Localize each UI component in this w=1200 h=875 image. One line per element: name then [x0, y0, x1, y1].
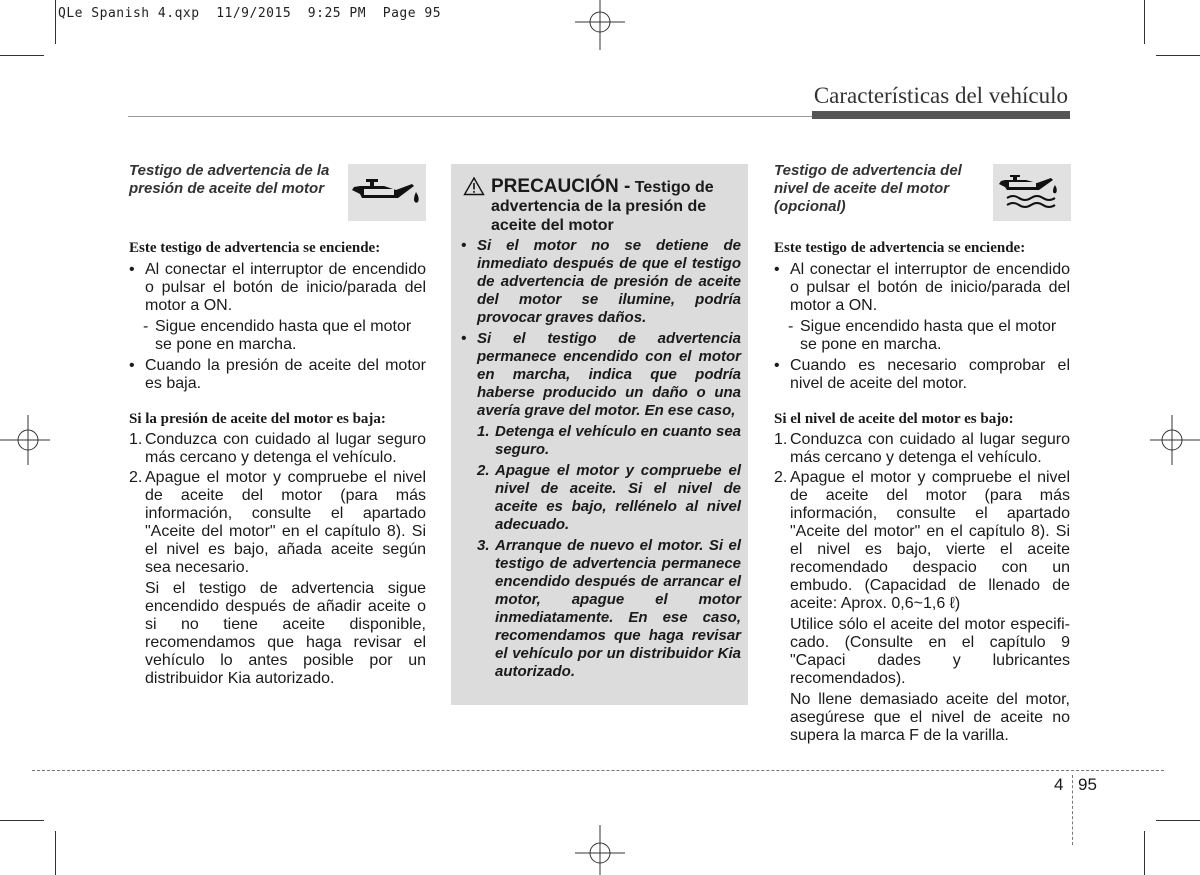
oil-level-warning-icon: [993, 164, 1071, 221]
caution-step-2: 2. Apague el motor y compruebe el nivel de aceite. Si el nivel de aceite es bajo, rellénelo al nivel adecuado.: [477, 462, 741, 533]
right-step-2: 2. Apague el motor y compruebe el nivel de aceite del motor (para más información, consulte el apartado "Aceite del motor" en el capítulo 8). Si el nivel es bajo, vierte el aceite recomendado despacio con un embudo. (Capacidad de llenado de aceite: Aprox. 0,6~1,6 ℓ): [774, 469, 1070, 612]
caution-step-2-text: Apague el motor y compruebe el nivel de aceite. Si el nivel de aceite es bajo, rellénelo al nivel adecuado.: [495, 462, 741, 533]
left-sub-bullet: - Sigue encendido hasta que el motor se pone en marcha.: [143, 318, 412, 353]
right-sub-bullet: - Sigue encendido hasta que el motor se pone en marcha.: [788, 318, 1057, 353]
right-step-2-cont-2: No llene demasiado aceite del motor, asegúrese que el nivel de aceite no supera la marca F de la varilla.: [790, 691, 1070, 744]
registration-mark-left: [0, 410, 50, 470]
left-bullet-1-text: Al conectar el interruptor de encendido o pulsar el botón de inicio/parada del motor a ON.: [145, 261, 426, 314]
right-step-1: 1. Conduzca con cuidado al lugar seguro más cercano y detenga el vehículo.: [774, 431, 1070, 466]
right-bullet-1: • Al conectar el interruptor de encendido o pulsar el botón de inicio/parada del motor a ON.: [774, 261, 1070, 314]
right-bullet-2: • Cuando es necesario comprobar el nivel de aceite del motor.: [774, 357, 1070, 392]
footer-rule: [32, 770, 1164, 771]
oil-pressure-warning-icon: [348, 164, 426, 221]
right-bullet-1-text: Al conectar el interruptor de encendido o pulsar el botón de inicio/parada del motor a ON.: [790, 261, 1070, 314]
right-bullet-2-text: Cuando es necesario comprobar el nivel de aceite del motor.: [790, 357, 1070, 392]
caution-bullet-2: • Si el testigo de advertencia permanece encendido con el motor en marcha, indica que podría haberse producido un daño o una avería grave del motor. En ese caso,: [461, 330, 741, 419]
left-step-1: 1. Conduzca con cuidado al lugar seguro más cercano y detenga el vehículo.: [129, 431, 426, 466]
warning-triangle-icon: [463, 176, 485, 196]
registration-mark-top: [570, 0, 630, 50]
caution-step-1: 1. Detenga el vehículo en cuanto sea seguro.: [477, 423, 741, 458]
header-bar: [812, 111, 1070, 119]
caution-bullet-2-text: Si el testigo de advertencia permanece encendido con el motor en marcha, indica que podría haberse producido un daño o una avería grave del motor. En ese caso,: [477, 330, 741, 419]
footer-divider: [1072, 775, 1073, 845]
right-sub-bullet-text: Sigue encendido hasta que el motor se pone en marcha.: [800, 318, 1057, 353]
right-step-2-cont-1: Utilice sólo el aceite del motor especifi- cado. (Consulte en el capítulo 9 "Capaci dades y lubricantes recomendados).: [790, 616, 1070, 687]
left-subhead-2: Si la presión de aceite del motor es baja:: [129, 411, 386, 427]
section-title: Características del vehículo: [813, 83, 1068, 108]
left-title: Testigo de advertencia de la presión de aceite del motor: [129, 162, 330, 197]
caution-body: [461, 237, 741, 681]
caution-label: PRECAUCIÓN -: [491, 176, 631, 197]
right-step-2-text: Apague el motor y compruebe el nivel de aceite del motor (para más información, consulte el apartado "Aceite del motor" en el capítulo 8). Si el nivel es bajo, vierte el aceite recomendado despacio con un embudo. (Capacidad de llenado de aceite: Aprox. 0,6~1,6 ℓ): [790, 469, 1070, 612]
print-slug: QLe Spanish 4.qxp 11/9/2015 9:25 PM Page 95: [58, 6, 442, 21]
right-step-1-text: Conduzca con cuidado al lugar seguro más cercano y detenga el vehículo.: [790, 431, 1070, 466]
registration-mark-bottom: [570, 825, 630, 875]
left-step-2: 2. Apague el motor y compruebe el nivel de aceite del motor (para más información, consulte el apartado "Aceite del motor" en el capítulo 8). Si el nivel es bajo, añada aceite según sea necesario.: [129, 469, 426, 576]
right-title: Testigo de advertencia del nivel de aceite del motor (opcional): [774, 162, 962, 215]
caution-heading: [491, 177, 741, 235]
caution-bullet-1-text: Si el motor no se detiene de inmediato después de que el testigo de advertencia de presión de aceite del motor se ilumine, podría provocar graves daños.: [477, 237, 741, 326]
left-bullet-2: • Cuando la presión de aceite del motor es baja.: [129, 357, 426, 392]
caution-box: [451, 164, 748, 705]
left-step-2-text: Apague el motor y compruebe el nivel de aceite del motor (para más información, consulte el apartado "Aceite del motor" en el capítulo 8). Si el nivel es bajo, añada aceite según sea necesario.: [145, 469, 426, 576]
left-bullet-1: • Al conectar el interruptor de encendido o pulsar el botón de inicio/parada del motor a ON.: [129, 261, 426, 314]
caution-step-3: 3. Arranque de nuevo el motor. Si el testigo de advertencia permanece encendido después de arrancar el motor, apague el motor inmediatamente. En ese caso, recomendamos que haga revisar el vehículo por un distribuidor Kia autorizado.: [477, 537, 741, 680]
caution-bullet-1: • Si el motor no se detiene de inmediato después de que el testigo de advertencia de presión de aceite del motor se ilumine, podría provocar graves daños.: [461, 237, 741, 326]
left-body: [129, 239, 426, 688]
registration-mark-right: [1150, 410, 1200, 470]
right-body: [774, 239, 1070, 745]
left-subhead-1: Este testigo de advertencia se enciende:: [129, 240, 381, 256]
caution-step-1-text: Detenga el vehículo en cuanto sea seguro.: [495, 423, 741, 458]
caution-heading-text: Testigo de advertencia de la presión de aceite del motor: [491, 179, 714, 234]
chapter-number: 4: [1054, 775, 1064, 794]
left-step-2-cont: Si el testigo de advertencia sigue encendido después de añadir aceite o si no tiene aceite disponible, recomendamos que haga revisar el vehículo lo antes posible por un distribuidor Kia autorizado.: [145, 580, 426, 687]
page-number: 95: [1078, 775, 1097, 794]
caution-step-3-text: Arranque de nuevo el motor. Si el testigo de advertencia permanece encendido después de arrancar el motor, apague el motor inmediatamente. En ese caso, recomendamos que haga revisar el vehículo por un distribuidor Kia autorizado.: [495, 537, 741, 680]
right-subhead-1: Este testigo de advertencia se enciende:: [774, 240, 1026, 256]
left-step-1-text: Conduzca con cuidado al lugar seguro más cercano y detenga el vehículo.: [145, 431, 426, 466]
left-sub-bullet-text: Sigue encendido hasta que el motor se pone en marcha.: [155, 318, 412, 353]
right-subhead-2: Si el nivel de aceite del motor es bajo:: [774, 411, 1014, 427]
left-bullet-2-text: Cuando la presión de aceite del motor es baja.: [145, 357, 426, 392]
oil-level-icon-box: [993, 164, 1071, 221]
oil-pressure-icon-box: [348, 164, 426, 221]
